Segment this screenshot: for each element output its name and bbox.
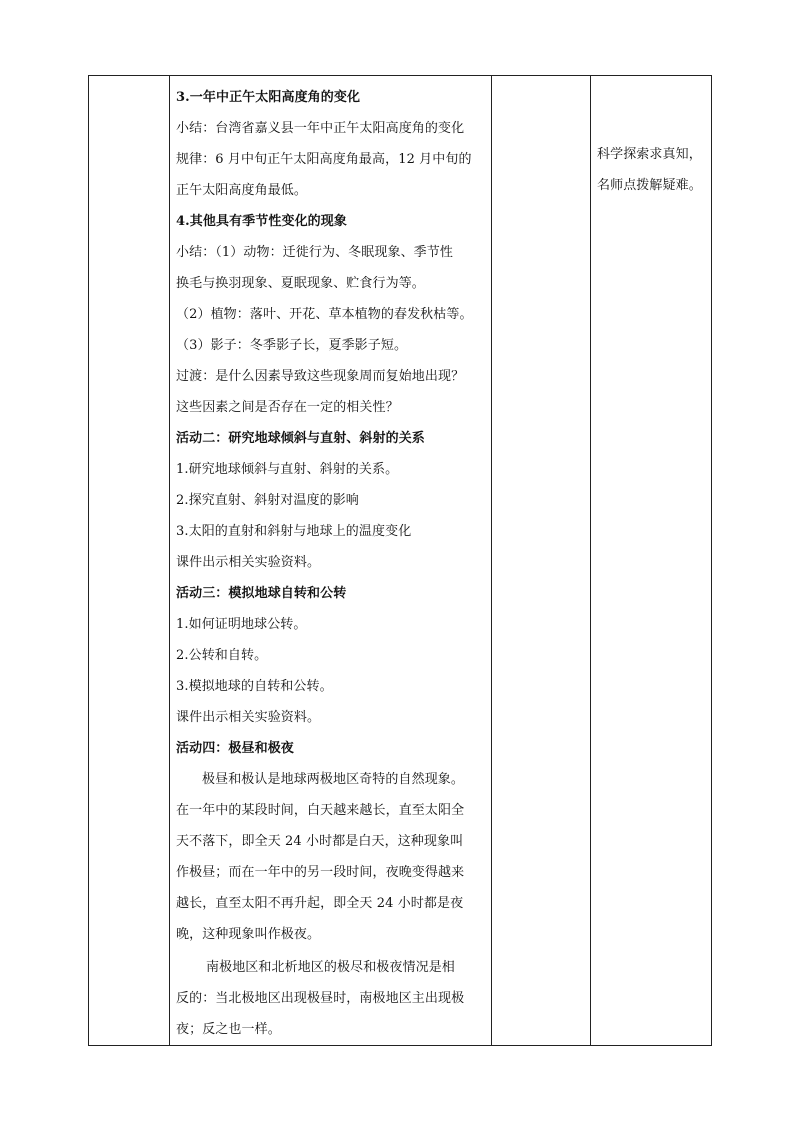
paragraph-line: 极昼和极认是地球两极地区奇特的自然现象。 xyxy=(202,772,465,787)
summary-line: 正午太阳高度角最低。 xyxy=(176,183,308,198)
design-intent-line: 名师点拨解疑难。 xyxy=(597,178,702,193)
activity-three-heading: 活动三：模拟地球自转和公转 xyxy=(176,586,347,601)
paragraph-line: 反的：当北极地区出现极昼时，南极地区主出现极 xyxy=(176,991,465,1006)
paragraph-line: 晚，这种现象叫作极夜。 xyxy=(176,927,321,942)
summary-line: 小结：（1）动物：迁徙行为、冬眠现象、季节性 xyxy=(176,245,453,260)
paragraph-line: 作极昼；而在一年中的另一段时间，夜晚变得越来 xyxy=(176,865,465,880)
summary-line: 换毛与换羽现象、夏眠现象、贮食行为等。 xyxy=(176,276,425,291)
main-content-cell xyxy=(170,76,492,1046)
section-heading-seasonal-phenomena: 4.其他具有季节性变化的现象 xyxy=(176,214,347,229)
summary-line: 规律：6 月中旬正午太阳高度角最高，12 月中旬的 xyxy=(176,152,472,167)
left-empty-cell xyxy=(89,76,170,1046)
paragraph-line: 在一年中的某段时间，白天越来越长，直至太阳全 xyxy=(176,803,465,818)
activity-step: 2.公转和自转。 xyxy=(176,648,268,663)
design-intent-line: 科学探索求真知， xyxy=(597,147,702,162)
transition-line: 过渡：是什么因素导致这些现象周而复始地出现？ xyxy=(176,369,465,384)
section-heading-noon-sun-angle: 3.一年中正午太阳高度角的变化 xyxy=(176,90,361,105)
paragraph-line: 夜；反之也一样。 xyxy=(176,1022,281,1037)
activity-note: 课件出示相关实验资料。 xyxy=(176,555,321,570)
summary-line: （3）影子：冬季影子长，夏季影子短。 xyxy=(176,338,408,353)
activity-note: 课件出示相关实验资料。 xyxy=(176,710,321,725)
paragraph-line: 越长，直至太阳不再升起，即全天 24 小时都是夜 xyxy=(176,896,464,911)
design-intent-note xyxy=(591,76,711,201)
main-content xyxy=(170,76,491,1045)
design-intent-cell xyxy=(591,76,712,1046)
paragraph-line: 南极地区和北析地区的极尽和极夜情况是相 xyxy=(206,960,455,975)
activity-step: 3.太阳的直射和斜射与地球上的温度变化 xyxy=(176,524,412,539)
paragraph-line: 天不落下，即全天 24 小时都是白天，这种现象叫 xyxy=(176,834,464,849)
activity-two-heading: 活动二：研究地球倾斜与直射、斜射的关系 xyxy=(176,431,425,446)
summary-line: 小结：台湾省嘉义县一年中正午太阳高度角的变化 xyxy=(176,121,465,136)
table-row xyxy=(89,76,712,1046)
activity-step: 1.研究地球倾斜与直射、斜射的关系。 xyxy=(176,462,399,477)
activity-step: 3.模拟地球的自转和公转。 xyxy=(176,679,333,694)
empty-cell xyxy=(492,76,591,1046)
summary-line: （2）植物：落叶、开花、草本植物的春发秋枯等。 xyxy=(176,307,473,322)
activity-step: 2.探究直射、斜射对温度的影响 xyxy=(176,493,359,508)
transition-line: 这些因素之间是否存在一定的相关性？ xyxy=(176,400,399,415)
activity-four-heading: 活动四：极昼和极夜 xyxy=(176,741,294,756)
activity-step: 1.如何证明地球公转。 xyxy=(176,617,307,632)
lesson-table xyxy=(88,75,712,1046)
